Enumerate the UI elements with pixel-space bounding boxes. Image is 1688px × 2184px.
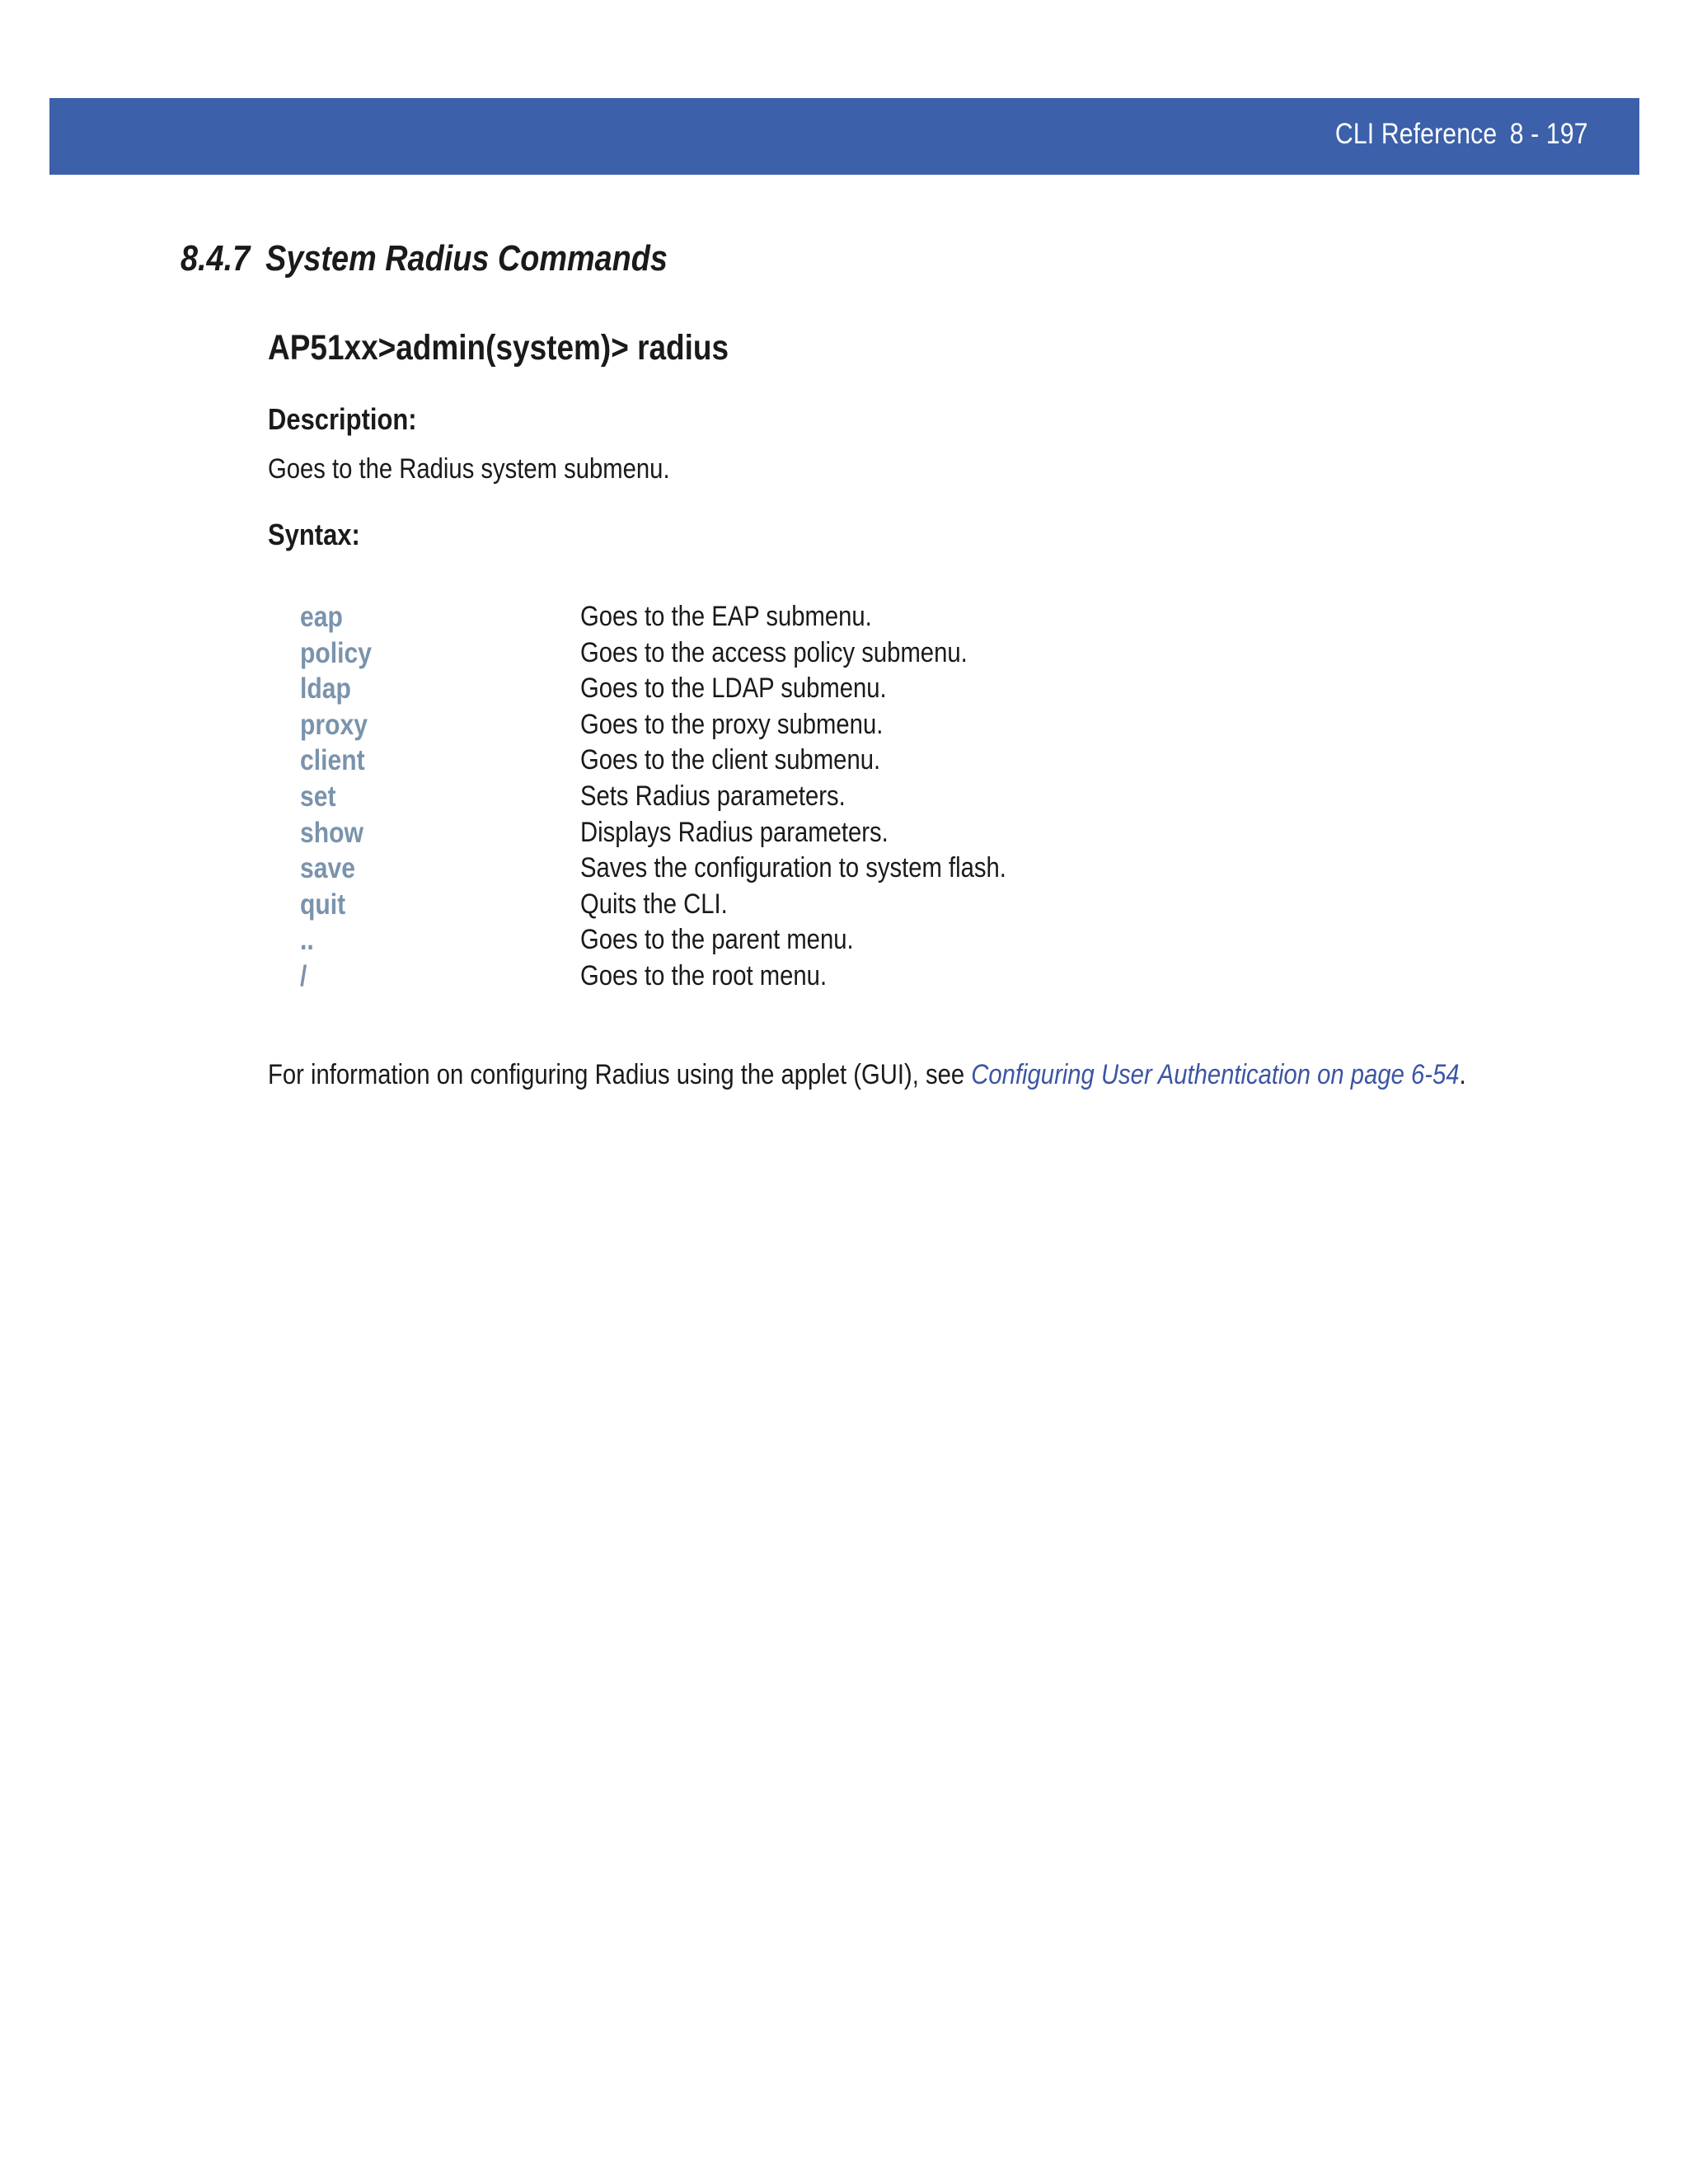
syntax-description: Saves the configuration to system flash. — [580, 852, 1006, 884]
syntax-command: proxy — [300, 708, 368, 741]
syntax-description: Quits the CLI. — [580, 888, 728, 920]
syntax-command: save — [300, 852, 355, 885]
command-heading: AP51xx>admin(system)> radius — [268, 328, 729, 368]
syntax-description: Goes to the proxy submenu. — [580, 708, 884, 740]
syntax-command: policy — [300, 636, 372, 669]
syntax-description: Goes to the access policy submenu. — [580, 636, 968, 668]
syntax-command: client — [300, 744, 365, 777]
syntax-label: Syntax: — [268, 518, 360, 551]
syntax-command: / — [300, 959, 307, 992]
syntax-description: Displays Radius parameters. — [580, 816, 889, 848]
syntax-command: set — [300, 780, 336, 813]
syntax-description: Sets Radius parameters. — [580, 780, 846, 812]
syntax-description: Goes to the parent menu. — [580, 924, 854, 956]
syntax-description: Goes to the root menu. — [580, 959, 828, 991]
section-title: System Radius Commands — [265, 238, 668, 279]
syntax-command: ldap — [300, 673, 351, 705]
syntax-description: Goes to the EAP submenu. — [580, 601, 872, 632]
description-text: Goes to the Radius system submenu. — [268, 453, 670, 485]
cross-reference-prefix: For information on configuring Radius using the applet (GUI), see — [268, 1059, 972, 1090]
section-number: 8.4.7 — [181, 238, 251, 279]
description-label: Description: — [268, 402, 417, 436]
cross-reference-paragraph — [268, 1059, 1466, 1091]
page-header-bar — [49, 98, 1639, 175]
syntax-command: .. — [300, 924, 314, 957]
section-heading — [181, 238, 668, 279]
syntax-command: eap — [300, 601, 343, 633]
syntax-description: Goes to the client submenu. — [580, 744, 881, 776]
syntax-command: show — [300, 816, 363, 849]
syntax-command: quit — [300, 888, 346, 921]
running-header — [1335, 115, 1588, 154]
cross-reference-link[interactable]: Configuring User Authentication on page 6-54 — [971, 1059, 1460, 1090]
header-section-name: CLI Reference — [1335, 118, 1498, 150]
syntax-description: Goes to the LDAP submenu. — [580, 673, 887, 705]
page-number: 8 - 197 — [1510, 118, 1588, 150]
cross-reference-suffix: . — [1459, 1059, 1466, 1090]
